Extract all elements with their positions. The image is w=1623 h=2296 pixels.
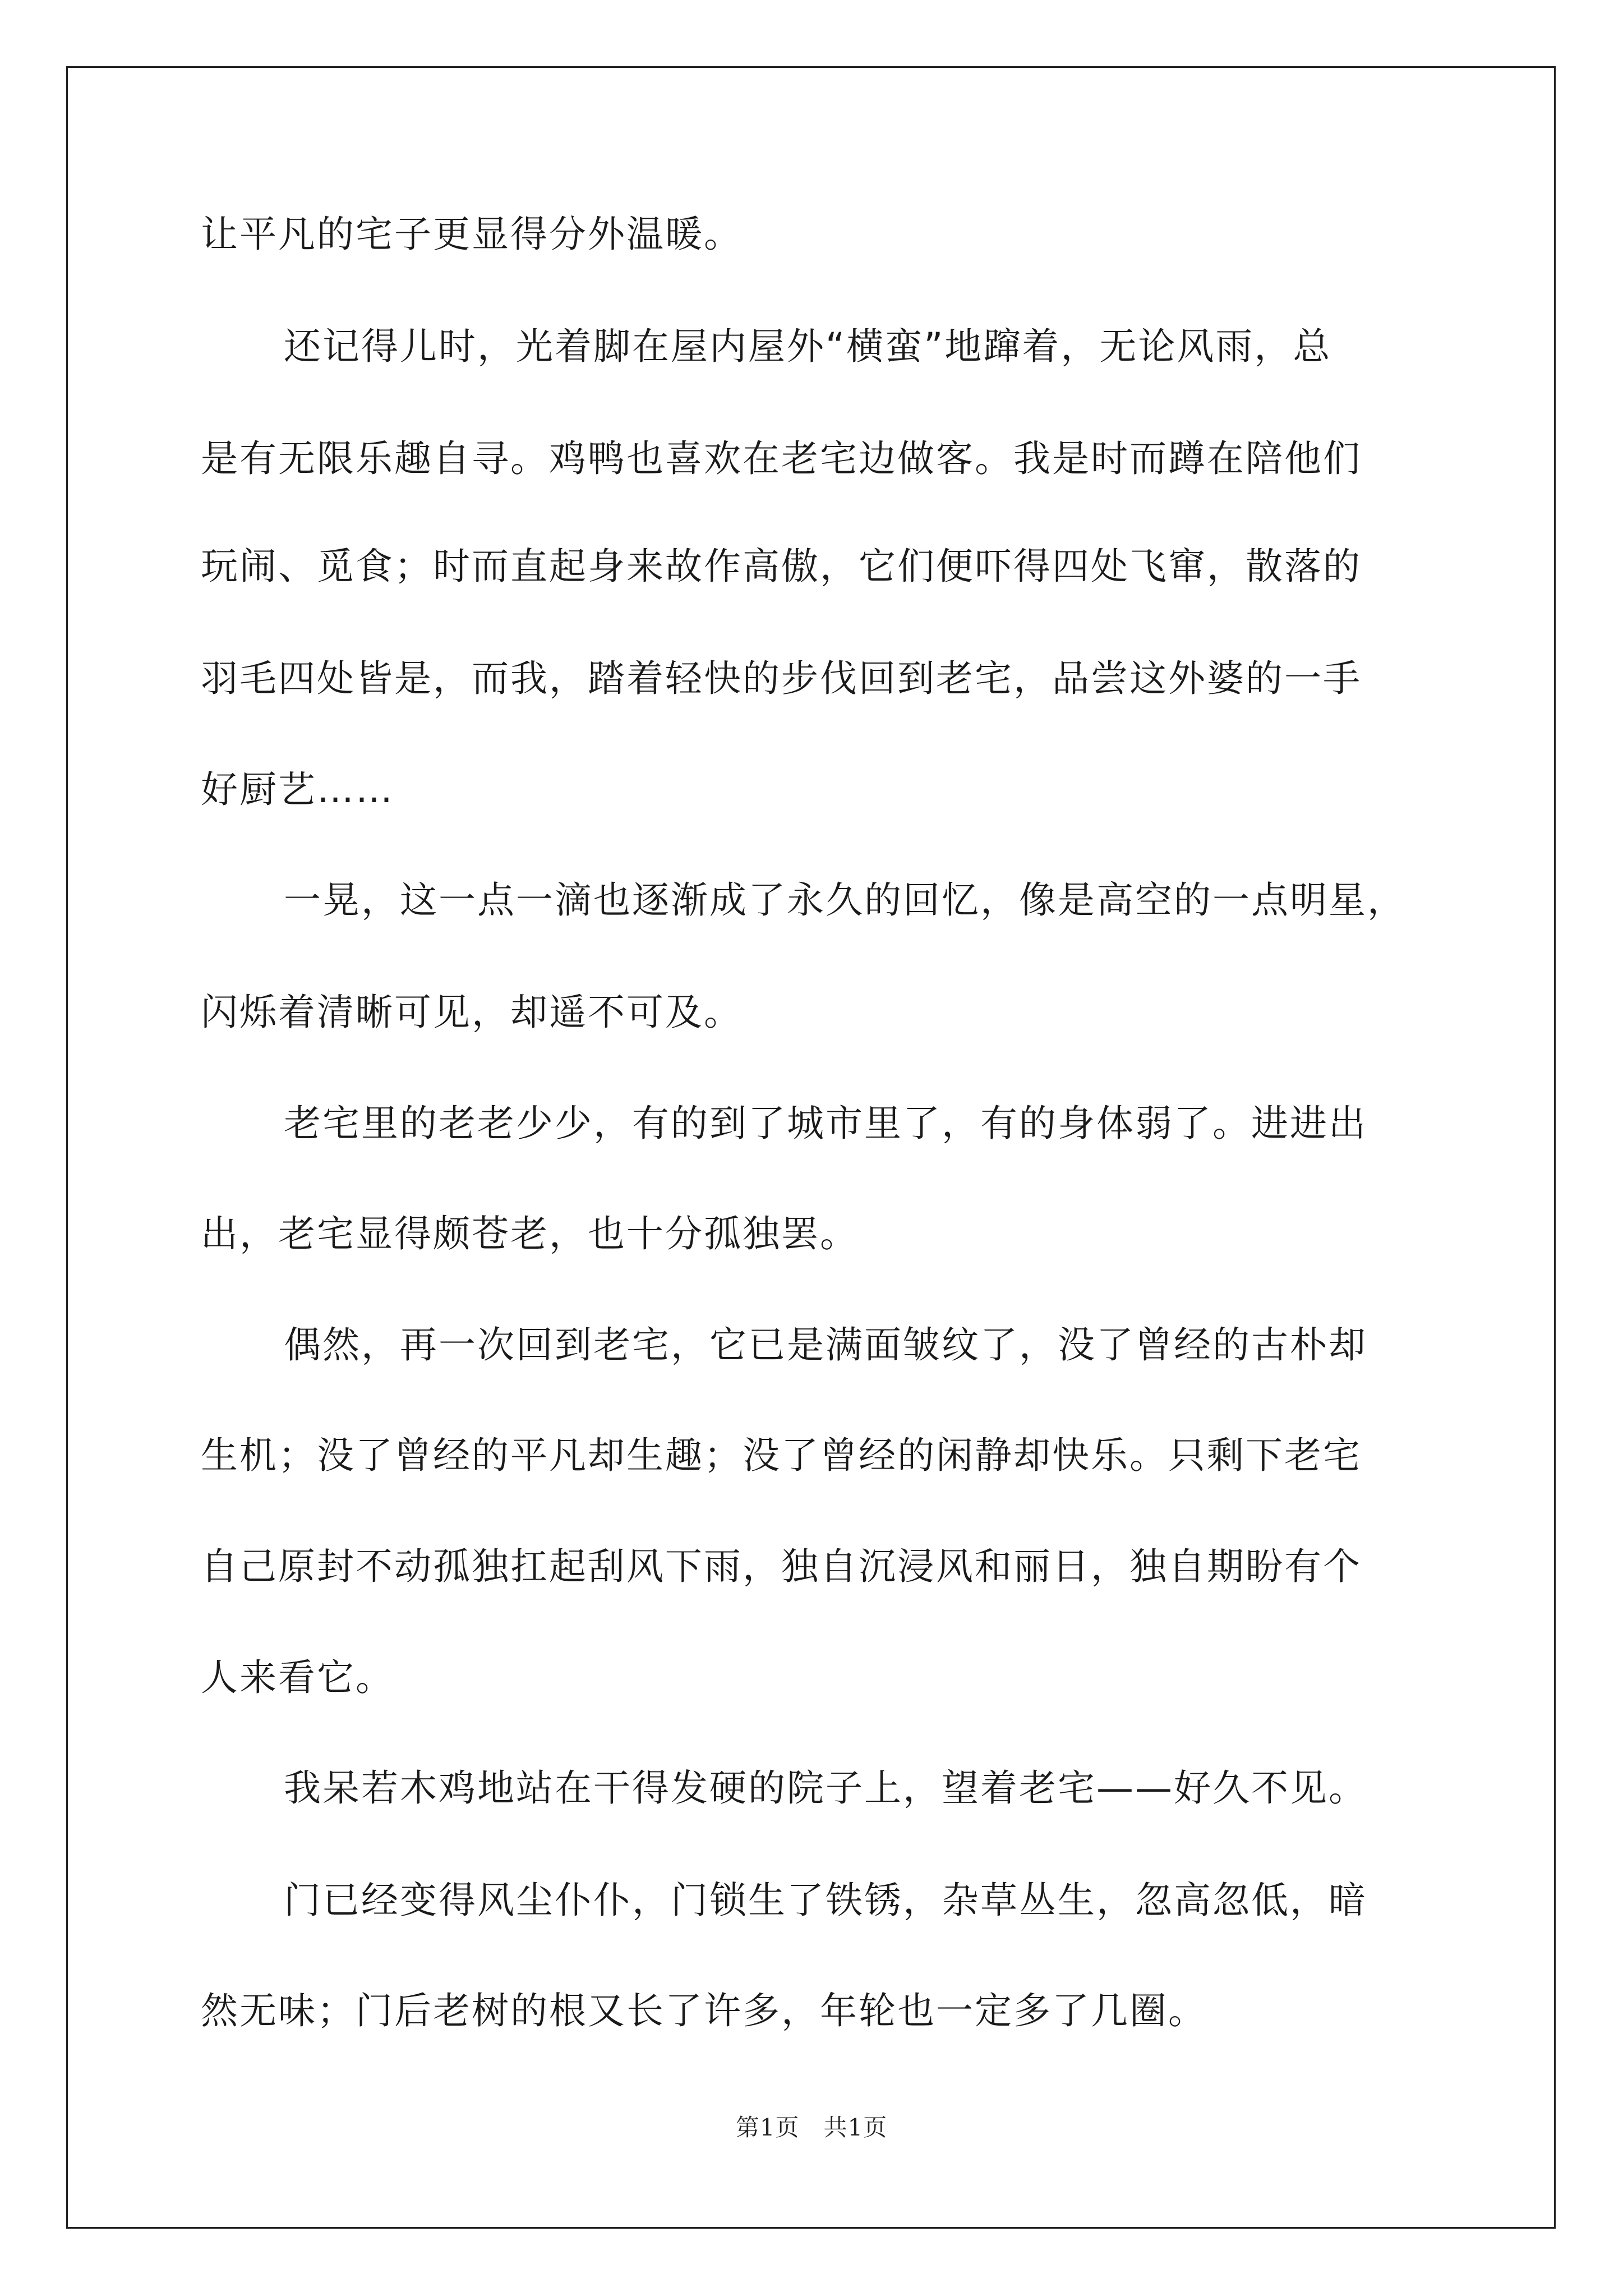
paragraph-line: 偶然，再一次回到老宅，它已是满面皱纹了，没了曾经的古朴却 [284, 1323, 1367, 1366]
text-line: 生机；没了曾经的平凡却生趣；没了曾经的闲静却快乐。只剩下老宅 [201, 1434, 1362, 1477]
paragraph-line: 我呆若木鸡地站在干得发硬的院子上，望着老宅——好久不见。 [284, 1766, 1367, 1810]
text-line: 玩闹、觅食；时而直起身来故作高傲，它们便吓得四处飞窜，散落的 [201, 545, 1362, 588]
page-footer: 第1页 共1页 [735, 2114, 888, 2141]
text-line: 出，老宅显得颇苍老，也十分孤独罢。 [201, 1212, 859, 1255]
text-line: 然无味；门后老树的根又长了许多，年轮也一定多了几圈。 [201, 1989, 1207, 2032]
text-line: 是有无限乐趣自寻。鸡鸭也喜欢在老宅边做客。我是时而蹲在陪他们 [201, 437, 1362, 480]
text-line: 闪烁着清晰可见，却遥不可及。 [201, 991, 743, 1034]
paragraph-line: 门已经变得风尘仆仆，门锁生了铁锈，杂草丛生，忽高忽低，暗 [284, 1879, 1367, 1922]
paragraph-line: 一晃，这一点一滴也逐渐成了永久的回忆，像是高空的一点明星， [284, 878, 1406, 922]
text-line: 人来看它。 [201, 1656, 394, 1699]
text-line: 让平凡的宅子更显得分外温暖。 [201, 213, 743, 256]
text-line: 羽毛四处皆是，而我，踏着轻快的步伐回到老宅，品尝这外婆的一手 [201, 657, 1362, 700]
paragraph-line: 还记得儿时，光着脚在屋内屋外“横蛮”地蹿着，无论风雨，总 [284, 325, 1332, 368]
text-line: 好厨艺…… [201, 768, 394, 811]
text-line: 自己原封不动孤独扛起刮风下雨，独自沉浸风和丽日，独自期盼有个 [201, 1545, 1362, 1588]
paragraph-line: 老宅里的老老少少，有的到了城市里了，有的身体弱了。进进出 [284, 1102, 1367, 1145]
